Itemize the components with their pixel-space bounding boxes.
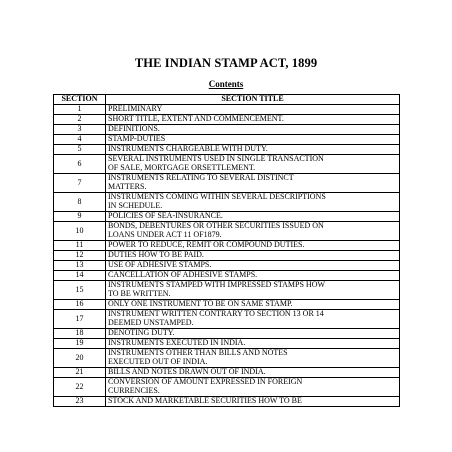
section-number-cell: 1 bbox=[54, 105, 106, 115]
section-number-cell: 15 bbox=[54, 281, 106, 300]
section-title-cell bbox=[106, 310, 400, 329]
section-title-line: OF SALE, MORTGAGE ORSETTLEMENT. bbox=[108, 163, 256, 172]
section-number-cell: 21 bbox=[54, 368, 106, 378]
table-row bbox=[54, 310, 400, 329]
section-title-line: INSTRUMENTS CHARGEABLE WITH DUTY. bbox=[108, 144, 268, 154]
section-title-cell bbox=[106, 397, 400, 407]
section-title-cell bbox=[106, 193, 400, 212]
section-title-line: DEFINITIONS. bbox=[108, 124, 160, 134]
section-number-cell: 3 bbox=[54, 125, 106, 135]
section-title-line: SEVERAL INSTRUMENTS USED IN SINGLE TRANSACTION bbox=[108, 154, 324, 164]
section-title-cell bbox=[106, 368, 400, 378]
section-title-line: POWER TO REDUCE, REMIT OR COMPOUND DUTIES. bbox=[108, 240, 305, 250]
column-header-section: SECTION bbox=[54, 95, 106, 105]
table-row bbox=[54, 339, 400, 349]
section-title-cell bbox=[106, 339, 400, 349]
section-number-cell: 20 bbox=[54, 349, 106, 368]
table-row bbox=[54, 135, 400, 145]
section-title-line: DEEMED UNSTAMPED. bbox=[108, 318, 194, 327]
section-title-line: STOCK AND MARKETABLE SECURITIES HOW TO BE bbox=[108, 396, 302, 406]
section-number-cell: 6 bbox=[54, 155, 106, 174]
section-title-cell bbox=[106, 329, 400, 339]
section-number-cell: 23 bbox=[54, 397, 106, 407]
table-row bbox=[54, 378, 400, 397]
section-title-cell bbox=[106, 105, 400, 115]
section-title-cell bbox=[106, 261, 400, 271]
section-title-cell bbox=[106, 349, 400, 368]
section-number-cell: 18 bbox=[54, 329, 106, 339]
table-row bbox=[54, 155, 400, 174]
table-row bbox=[54, 329, 400, 339]
section-title-line: IN SCHEDULE. bbox=[108, 201, 163, 210]
column-header-section-title: SECTION TITLE bbox=[106, 95, 400, 105]
table-row bbox=[54, 222, 400, 241]
section-title-cell bbox=[106, 271, 400, 281]
table-row bbox=[54, 241, 400, 251]
section-title-line: PRELIMINARY bbox=[108, 104, 163, 114]
section-title-line: USE OF ADHESIVE STAMPS. bbox=[108, 260, 212, 270]
table-row bbox=[54, 251, 400, 261]
section-title-line: INSTRUMENTS RELATING TO SEVERAL DISTINCT bbox=[108, 173, 294, 183]
section-title-cell bbox=[106, 145, 400, 155]
section-title-line: CURRENCIES. bbox=[108, 386, 160, 395]
section-number-cell: 22 bbox=[54, 378, 106, 397]
section-title-line: BONDS, DEBENTURES OR OTHER SECURITIES ISSUED ON bbox=[108, 221, 324, 231]
contents-table bbox=[53, 94, 400, 407]
section-title-cell bbox=[106, 281, 400, 300]
table-row bbox=[54, 281, 400, 300]
section-number-cell: 2 bbox=[54, 115, 106, 125]
section-title-line: BILLS AND NOTES DRAWN OUT OF INDIA. bbox=[108, 367, 266, 377]
table-row bbox=[54, 105, 400, 115]
table-row bbox=[54, 271, 400, 281]
table-row bbox=[54, 397, 400, 407]
section-title-cell bbox=[106, 300, 400, 310]
section-title-cell bbox=[106, 222, 400, 241]
section-number-cell: 14 bbox=[54, 271, 106, 281]
section-number-cell: 16 bbox=[54, 300, 106, 310]
table-row bbox=[54, 115, 400, 125]
section-title-cell bbox=[106, 135, 400, 145]
contents-table-body bbox=[54, 105, 400, 407]
section-title-line: ONLY ONE INSTRUMENT TO BE ON SAME STAMP. bbox=[108, 299, 293, 309]
table-row bbox=[54, 145, 400, 155]
section-number-cell: 12 bbox=[54, 251, 106, 261]
section-title-line: DENOTING DUTY. bbox=[108, 328, 175, 338]
section-number-cell: 13 bbox=[54, 261, 106, 271]
section-title-line: CONVERSION OF AMOUNT EXPRESSED IN FOREIGN bbox=[108, 377, 303, 387]
section-title-cell bbox=[106, 378, 400, 397]
section-title-cell bbox=[106, 115, 400, 125]
section-title-line: EXECUTED OUT OF INDIA. bbox=[108, 357, 208, 366]
section-number-cell: 5 bbox=[54, 145, 106, 155]
contents-heading: Contents bbox=[208, 79, 244, 89]
document-title: THE INDIAN STAMP ACT, 1899 bbox=[134, 56, 318, 70]
section-title-line: INSTRUMENTS STAMPED WITH IMPRESSED STAMPS HOW bbox=[108, 280, 326, 290]
section-title-line: LOANS UNDER ACT 11 OF1879. bbox=[108, 230, 222, 239]
section-number-cell: 8 bbox=[54, 193, 106, 212]
section-title-line: SHORT TITLE, EXTENT AND COMMENCEMENT. bbox=[108, 114, 284, 124]
section-title-line: INSTRUMENT WRITTEN CONTRARY TO SECTION 13 OR 14 bbox=[108, 309, 324, 319]
table-row bbox=[54, 368, 400, 378]
section-title-cell bbox=[106, 155, 400, 174]
table-row bbox=[54, 261, 400, 271]
section-title-cell bbox=[106, 174, 400, 193]
section-title-cell bbox=[106, 125, 400, 135]
section-title-line: DUTIES HOW TO BE PAID. bbox=[108, 250, 204, 260]
section-title-line: CANCELLATION OF ADHESIVE STAMPS. bbox=[108, 270, 258, 280]
section-number-cell: 10 bbox=[54, 222, 106, 241]
section-title-line: INSTRUMENTS COMING WITHIN SEVERAL DESCRIPTIONS bbox=[108, 192, 326, 202]
table-row bbox=[54, 349, 400, 368]
table-row bbox=[54, 193, 400, 212]
section-number-cell: 17 bbox=[54, 310, 106, 329]
section-number-cell: 11 bbox=[54, 241, 106, 251]
section-title-line: STAMP-DUTIES bbox=[108, 134, 166, 144]
section-number-cell: 7 bbox=[54, 174, 106, 193]
section-title-cell bbox=[106, 241, 400, 251]
section-title-line: POLICIES OF SEA-INSURANCE. bbox=[108, 211, 223, 221]
section-title-cell bbox=[106, 212, 400, 222]
section-title-line: INSTRUMENTS EXECUTED IN INDIA. bbox=[108, 338, 246, 348]
section-title-line: MATTERS. bbox=[108, 182, 147, 191]
table-row bbox=[54, 212, 400, 222]
section-number-cell: 4 bbox=[54, 135, 106, 145]
table-row bbox=[54, 174, 400, 193]
table-row bbox=[54, 300, 400, 310]
section-number-cell: 9 bbox=[54, 212, 106, 222]
section-title-cell bbox=[106, 251, 400, 261]
section-number-cell: 19 bbox=[54, 339, 106, 349]
section-title-line: TO BE WRITTEN. bbox=[108, 289, 171, 298]
section-title-line: INSTRUMENTS OTHER THAN BILLS AND NOTES bbox=[108, 348, 288, 358]
table-row bbox=[54, 125, 400, 135]
table-header-row bbox=[54, 95, 400, 105]
